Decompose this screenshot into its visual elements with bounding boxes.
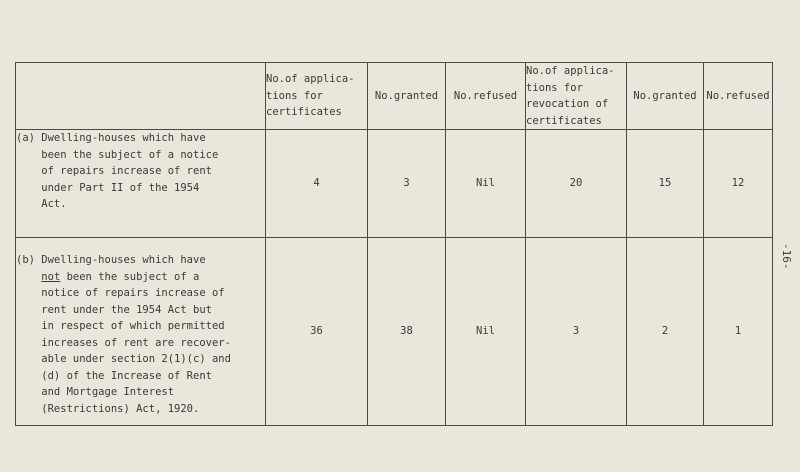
header-row — [16, 63, 773, 130]
cell-a-revocation-granted: 15 — [627, 130, 704, 238]
header-applications-for-certificates: No.of applica- tions for certificates — [266, 63, 368, 130]
table-row-a — [16, 130, 773, 238]
underlined-not: not — [41, 270, 61, 283]
cell-b-granted: 38 — [368, 238, 446, 426]
cell-a-revocation-refused: 12 — [704, 130, 773, 238]
cell-a-applications: 4 — [266, 130, 368, 238]
table-row-b — [16, 238, 773, 426]
row-label-b: (b) Dwelling-houses which have not been the subject of a notice of repairs increase of rent under the 1954 Act but in respect of which permitted increases of rent are recover- able under section 2(1)(c) and (d) of the Increase of Rent and Mortgage Interest (Restrictions) Act, 1920. — [16, 238, 266, 426]
certificates-table — [15, 62, 773, 426]
cell-b-revocation-applications: 3 — [526, 238, 627, 426]
header-revocation-refused: No.refused — [704, 63, 773, 130]
cell-b-revocation-granted: 2 — [627, 238, 704, 426]
header-applications-for-revocation: No.of applica- tions for revocation of certificates — [526, 63, 627, 130]
cell-a-granted: 3 — [368, 130, 446, 238]
cell-b-applications: 36 — [266, 238, 368, 426]
cell-a-refused: Nil — [446, 130, 526, 238]
header-granted: No.granted — [368, 63, 446, 130]
header-refused: No.refused — [446, 63, 526, 130]
cell-b-revocation-refused: 1 — [704, 238, 773, 426]
cell-b-refused: Nil — [446, 238, 526, 426]
row-label-a: (a) Dwelling-houses which have been the subject of a notice of repairs increase of rent under Part II of the 1954 Act. — [16, 130, 266, 238]
header-revocation-granted: No.granted — [627, 63, 704, 130]
cell-a-revocation-applications: 20 — [526, 130, 627, 238]
header-cell-empty — [16, 63, 266, 130]
page-number: -16- — [780, 243, 793, 270]
